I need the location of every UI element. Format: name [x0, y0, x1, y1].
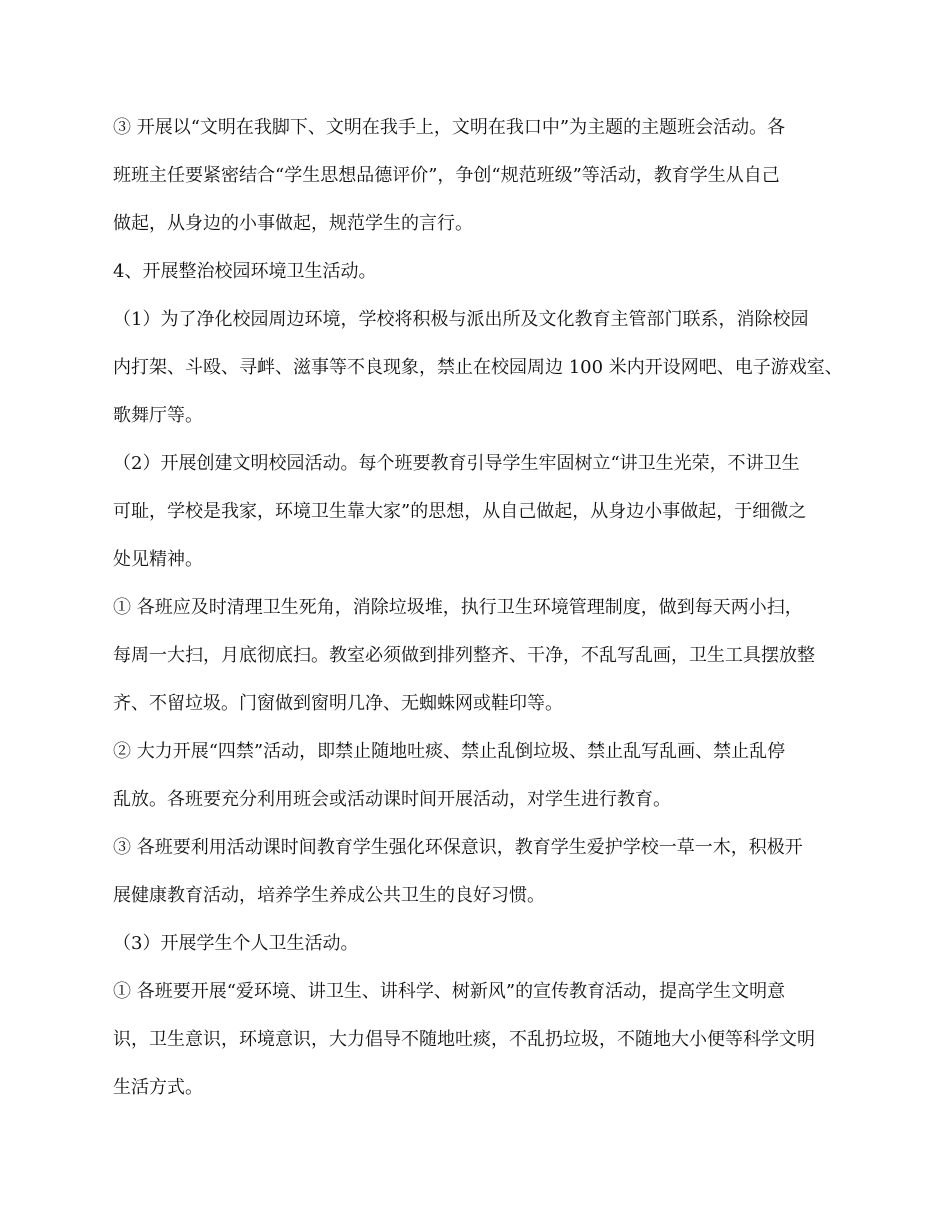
text-line: 展健康教育活动，培养学生养成公共卫生的良好习惯。: [113, 885, 545, 906]
text-line: 处见精神。: [113, 549, 203, 570]
text-line: ② 大力开展“四禁”活动，即禁止随地吐痰、禁止乱倒垃圾、禁止乱写乱画、禁止乱停: [113, 741, 786, 762]
text-line: 识，卫生意识，环境意识，大力倡导不随地吐痰，不乱扔垃圾，不随地大小便等科学文明: [113, 1029, 815, 1050]
text-line: 生活方式。: [113, 1077, 203, 1098]
text-line: ① 各班要开展“爱环境、讲卫生、讲科学、树新风”的宣传教育活动，提高学生文明意: [113, 981, 786, 1002]
text-line: 每周一大扫，月底彻底扫。教室必须做到排列整齐、干净，不乱写乱画，卫生工具摆放整: [113, 645, 815, 666]
section-heading: 4、开展整治校园环境卫生活动。: [113, 261, 377, 282]
text-line: 班班主任要紧密结合“学生思想品德评价”，争创“规范班级”等活动，教育学生从自己: [113, 165, 780, 186]
text-line: 内打架、斗殴、寻衅、滋事等不良现象，禁止在校园周边 100 米内开设网吧、电子游戏室、: [113, 357, 843, 378]
text-line: 做起，从身边的小事做起，规范学生的言行。: [113, 213, 473, 234]
text-line: 歌舞厅等。: [113, 405, 203, 426]
text-line: 齐、不留垃圾。门窗做到窗明几净、无蜘蛛网或鞋印等。: [113, 693, 563, 714]
text-line: （2）开展创建文明校园活动。每个班要教育引导学生牢固树立“讲卫生光荣，不讲卫生: [113, 453, 800, 474]
text-line: 乱放。各班要充分利用班会或活动课时间开展活动，对学生进行教育。: [113, 789, 671, 810]
text-line: ① 各班应及时清理卫生死角，消除垃圾堆，执行卫生环境管理制度，做到每天两小扫，: [113, 597, 803, 618]
text-line: ③ 开展以“文明在我脚下、文明在我手上，文明在我口中”为主题的主题班会活动。各: [113, 117, 786, 138]
text-line: ③ 各班要利用活动课时间教育学生强化环保意识，教育学生爱护学校一草一木，积极开: [113, 837, 803, 858]
text-line: 可耻，学校是我家，环境卫生靠大家”的思想，从自己做起，从身边小事做起，于细微之: [113, 501, 807, 522]
text-line: （1）为了净化校园周边环境，学校将积极与派出所及文化教育主管部门联系，消除校园: [113, 309, 809, 330]
text-line: （3）开展学生个人卫生活动。: [113, 933, 359, 954]
